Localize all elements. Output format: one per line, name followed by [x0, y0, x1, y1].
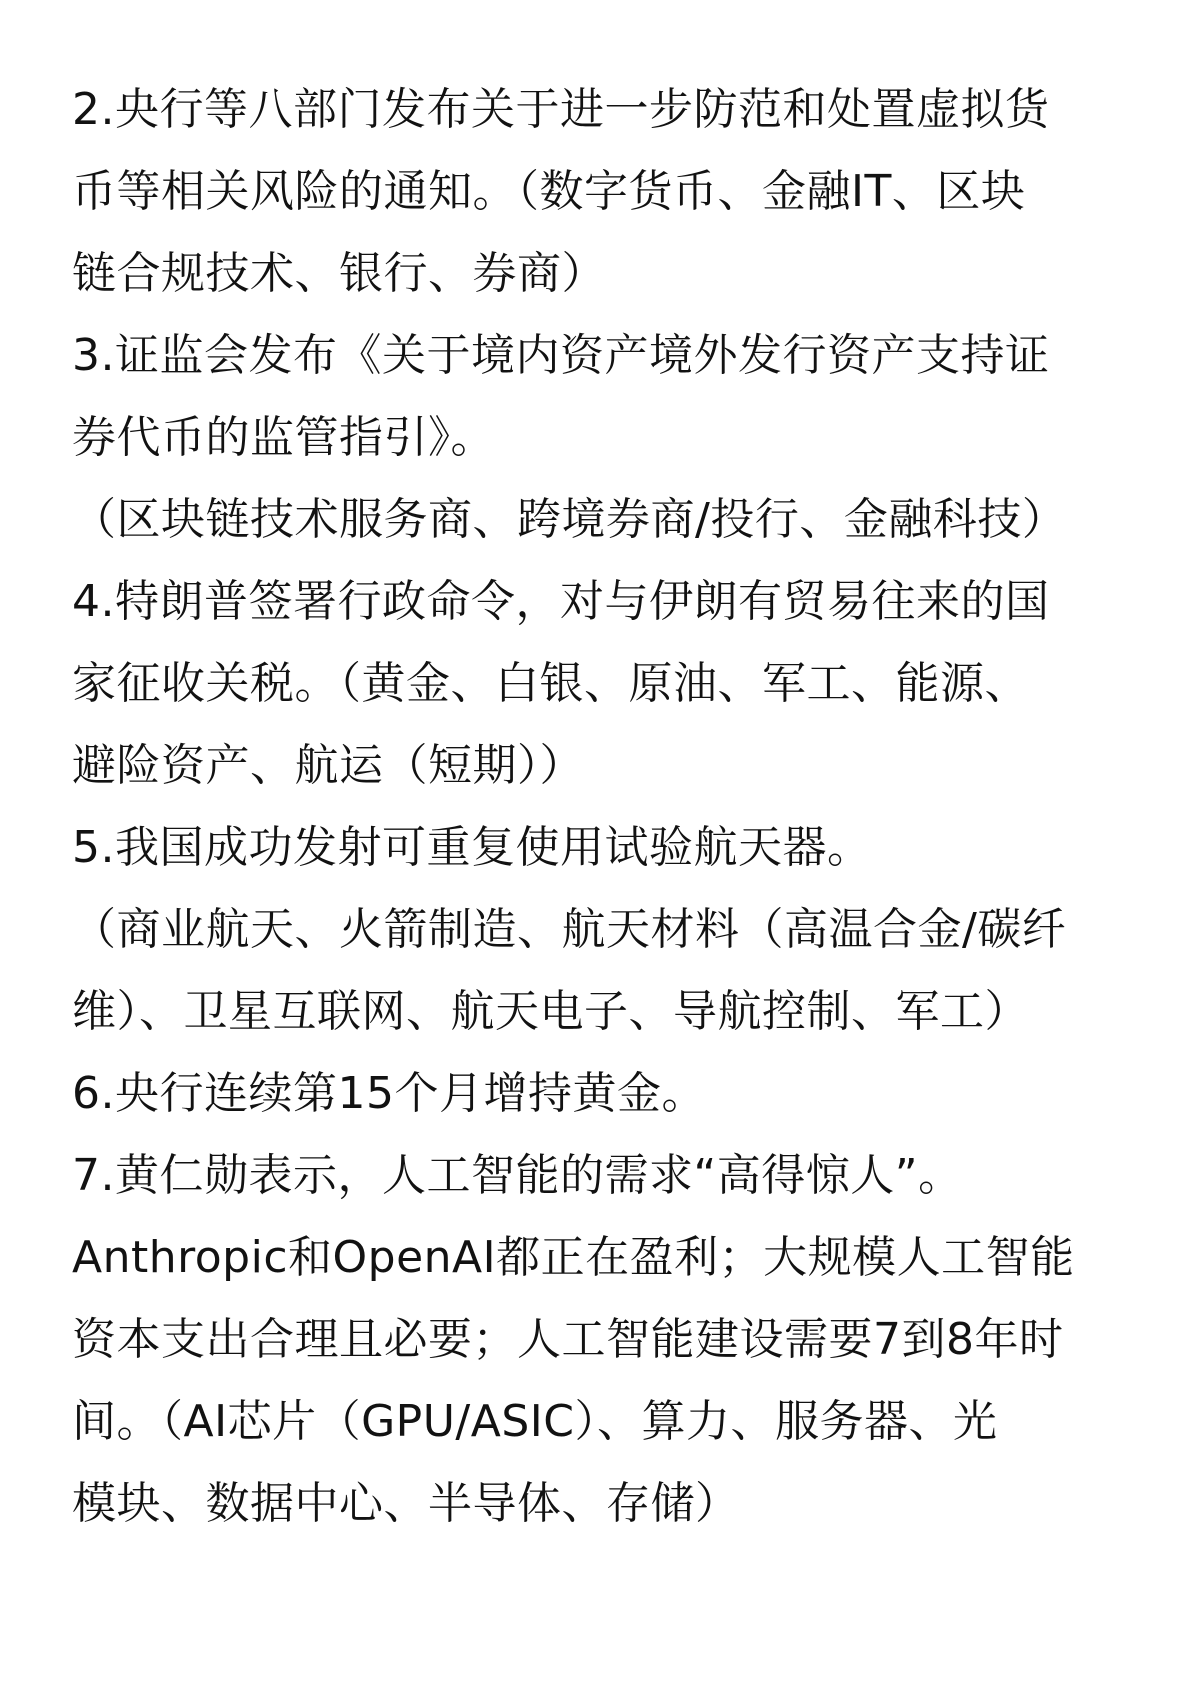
text-line: 5.我国成功发射可重复使用试验航天器。	[72, 822, 872, 873]
text-line: （区块链技术服务商、跨境券商/投行、金融科技）	[72, 494, 1067, 545]
text-line: 币等相关风险的通知。（数字货币、金融IT、区块	[72, 166, 1026, 217]
text-line: 4.特朗普签署行政命令，对与伊朗有贸易往来的国	[72, 576, 1050, 627]
text-line: 2.央行等八部门发布关于进一步防范和处置虚拟货	[72, 84, 1050, 135]
text-line: 3.证监会发布《关于境内资产境外发行资产支持证	[72, 330, 1050, 381]
text-line: （商业航天、火箭制造、航天材料（高温合金/碳纤	[72, 904, 1067, 955]
text-line: 家征收关税。（黄金、白银、原油、军工、能源、	[72, 658, 1029, 709]
text-line: 维）、卫星互联网、航天电子、导航控制、军工）	[72, 986, 1029, 1037]
text-line: 模块、数据中心、半导体、存储）	[72, 1478, 740, 1529]
text-line: 6.央行连续第15个月增持黄金。	[72, 1068, 706, 1119]
text-line: 链合规技术、银行、券商）	[72, 248, 606, 299]
text-line: Anthropic和OpenAI都正在盈利；大规模人工智能	[72, 1232, 1075, 1283]
text-line: 7.黄仁勋表示，人工智能的需求“高得惊人”。	[72, 1150, 963, 1201]
text-line: 间。（AI芯片（GPU/ASIC）、算力、服务器、光	[72, 1396, 998, 1447]
text-line: 避险资产、航运（短期））	[72, 740, 584, 791]
text-line: 券代币的监管指引》。	[72, 412, 495, 463]
text-line: 资本支出合理且必要；人工智能建设需要7到8年时	[72, 1314, 1064, 1365]
